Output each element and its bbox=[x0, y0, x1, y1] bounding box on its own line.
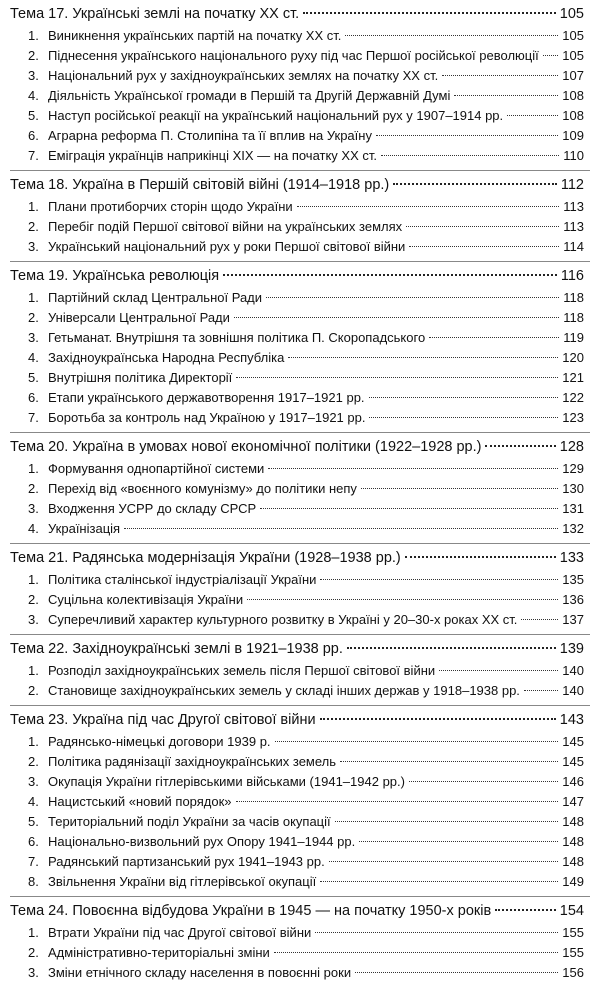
entry-number: 1. bbox=[28, 199, 39, 214]
topic-heading bbox=[0, 173, 600, 197]
topic-title: Тема 19. Українська революція bbox=[10, 268, 220, 284]
dot-leader bbox=[495, 909, 556, 911]
topic-section bbox=[0, 637, 600, 706]
section-divider bbox=[10, 261, 590, 262]
topic-heading bbox=[0, 546, 600, 570]
entry-title: Піднесення українського національного руху під час Першої російської революції bbox=[48, 48, 539, 63]
toc-entry bbox=[0, 570, 600, 590]
toc-entry bbox=[0, 66, 600, 86]
entry-number: 1. bbox=[28, 734, 39, 749]
toc-entry bbox=[0, 197, 600, 217]
entry-title: Виникнення українських партій на початку ХХ ст. bbox=[48, 28, 342, 43]
entry-title: Наступ російської реакції на український національний рух у 1907–1914 рр. bbox=[48, 108, 504, 123]
entry-title: Український національний рух у роки Першої світової війни bbox=[48, 239, 406, 254]
entry-title: Нацистський «новий порядок» bbox=[48, 794, 232, 809]
toc-entry bbox=[0, 590, 600, 610]
dot-leader bbox=[347, 647, 556, 649]
entry-number: 2. bbox=[28, 754, 39, 769]
entry-number: 2. bbox=[28, 592, 39, 607]
toc-entry bbox=[0, 732, 600, 752]
section-divider bbox=[10, 634, 590, 635]
dot-leader bbox=[485, 445, 555, 447]
toc-entry bbox=[0, 408, 600, 428]
topic-items bbox=[0, 26, 600, 166]
topic-heading bbox=[0, 637, 600, 661]
dot-leader bbox=[429, 337, 559, 338]
topic-items bbox=[0, 570, 600, 630]
entry-number: 4. bbox=[28, 88, 39, 103]
topic-heading bbox=[0, 899, 600, 923]
entry-number: 4. bbox=[28, 350, 39, 365]
section-divider bbox=[10, 896, 590, 897]
entry-title: Адміністративно-територіальні зміни bbox=[48, 945, 270, 960]
dot-leader bbox=[355, 972, 558, 973]
entry-page-number: 109 bbox=[562, 128, 584, 143]
toc-entry bbox=[0, 388, 600, 408]
section-divider bbox=[10, 543, 590, 544]
entry-page-number: 118 bbox=[563, 290, 584, 305]
entry-number: 3. bbox=[28, 965, 39, 980]
entry-title: Політика радянізації західноукраїнських земель bbox=[48, 754, 337, 769]
dot-leader bbox=[521, 619, 558, 620]
dot-leader bbox=[507, 115, 558, 116]
entry-title: Формування однопартійної системи bbox=[48, 461, 265, 476]
entry-title: Політика сталінської індустріалізації України bbox=[48, 572, 317, 587]
dot-leader bbox=[234, 317, 559, 318]
entry-number: 3. bbox=[28, 68, 39, 83]
entry-number: 1. bbox=[28, 572, 39, 587]
entry-page-number: 148 bbox=[562, 854, 584, 869]
dot-leader bbox=[236, 377, 558, 378]
topic-page-number: 116 bbox=[560, 268, 584, 284]
dot-leader bbox=[320, 881, 558, 882]
dot-leader bbox=[340, 761, 558, 762]
topic-heading bbox=[0, 435, 600, 459]
dot-leader bbox=[320, 718, 556, 720]
toc-entry bbox=[0, 661, 600, 681]
toc-entry bbox=[0, 519, 600, 539]
entry-page-number: 129 bbox=[562, 461, 584, 476]
topic-page-number: 105 bbox=[559, 6, 584, 22]
dot-leader bbox=[297, 206, 560, 207]
entry-title: Суцільна колективізація України bbox=[48, 592, 244, 607]
entry-page-number: 105 bbox=[562, 48, 584, 63]
dot-leader bbox=[275, 741, 559, 742]
toc-entry bbox=[0, 26, 600, 46]
entry-number: 2. bbox=[28, 310, 39, 325]
entry-title: Звільнення України від гітлерівської окупації bbox=[48, 874, 317, 889]
entry-title: Діяльність Української громади в Першій та Другій Державній Думі bbox=[48, 88, 451, 103]
topic-section bbox=[0, 264, 600, 433]
entry-page-number: 145 bbox=[562, 754, 584, 769]
toc-entry bbox=[0, 86, 600, 106]
entry-title: Західноукраїнська Народна Республіка bbox=[48, 350, 285, 365]
dot-leader bbox=[409, 781, 558, 782]
entry-number: 6. bbox=[28, 834, 39, 849]
entry-page-number: 140 bbox=[562, 663, 584, 678]
entry-title: Плани протиборчих сторін щодо України bbox=[48, 199, 293, 214]
entry-title: Зміни етнічного складу населення в повоєнні роки bbox=[48, 965, 352, 980]
toc-entry bbox=[0, 852, 600, 872]
dot-leader bbox=[124, 528, 558, 529]
entry-title: Національний рух у західноукраїнських землях на початку ХХ ст. bbox=[48, 68, 439, 83]
entry-number: 1. bbox=[28, 925, 39, 940]
entry-title: Входження УСРР до складу СРСР bbox=[48, 501, 257, 516]
entry-number: 2. bbox=[28, 945, 39, 960]
entry-title: Аграрна реформа П. Столипіна та її вплив на Україну bbox=[48, 128, 372, 143]
entry-page-number: 122 bbox=[562, 390, 584, 405]
dot-leader bbox=[524, 690, 558, 691]
entry-title: Втрати України під час Другої світової війни bbox=[48, 925, 312, 940]
entry-title: Територіальний поділ України за часів окупації bbox=[48, 814, 331, 829]
entry-title: Становище західноукраїнських земель у складі інших держав у 1918–1938 рр. bbox=[48, 683, 520, 698]
entry-title: Розподіл західноукраїнських земель після Першої світової війни bbox=[48, 663, 436, 678]
entry-page-number: 105 bbox=[562, 28, 584, 43]
entry-title: Окупація України гітлерівськими військами (1941–1942 рр.) bbox=[48, 774, 405, 789]
topic-section bbox=[0, 435, 600, 544]
entry-number: 5. bbox=[28, 370, 39, 385]
dot-leader bbox=[329, 861, 559, 862]
entry-number: 7. bbox=[28, 148, 39, 163]
dot-leader bbox=[260, 508, 558, 509]
toc-entry bbox=[0, 459, 600, 479]
dot-leader bbox=[320, 579, 558, 580]
entry-page-number: 145 bbox=[562, 734, 584, 749]
entry-number: 7. bbox=[28, 410, 39, 425]
dot-leader bbox=[335, 821, 559, 822]
dot-leader bbox=[223, 274, 557, 276]
entry-number: 3. bbox=[28, 612, 39, 627]
entry-title: Боротьба за контроль над Україною у 1917–1921 рр. bbox=[48, 410, 366, 425]
entry-page-number: 113 bbox=[563, 199, 584, 214]
topic-section bbox=[0, 546, 600, 635]
entry-page-number: 140 bbox=[562, 683, 584, 698]
topic-section bbox=[0, 708, 600, 897]
entry-number: 8. bbox=[28, 874, 39, 889]
topic-page-number: 154 bbox=[559, 903, 584, 919]
entry-number: 6. bbox=[28, 390, 39, 405]
entry-title: Суперечливий характер культурного розвитку в Україні у 20–30-х роках ХХ ст. bbox=[48, 612, 518, 627]
topic-page-number: 133 bbox=[559, 550, 584, 566]
section-divider bbox=[10, 170, 590, 171]
toc-entry bbox=[0, 872, 600, 892]
entry-title: Радянський партизанський рух 1941–1943 рр. bbox=[48, 854, 325, 869]
toc-entry bbox=[0, 146, 600, 166]
entry-page-number: 147 bbox=[562, 794, 584, 809]
topic-section bbox=[0, 173, 600, 262]
entry-number: 1. bbox=[28, 290, 39, 305]
dot-leader bbox=[236, 801, 559, 802]
toc-entry bbox=[0, 752, 600, 772]
toc-entry bbox=[0, 923, 600, 943]
toc-entry bbox=[0, 217, 600, 237]
entry-number: 4. bbox=[28, 794, 39, 809]
entry-title: Перехід від «воєнного комунізму» до політики непу bbox=[48, 481, 357, 496]
toc-entry bbox=[0, 610, 600, 630]
toc-entry bbox=[0, 348, 600, 368]
topic-title: Тема 18. Україна в Першій світовій війні (1914–1918 рр.) bbox=[10, 177, 390, 193]
dot-leader bbox=[247, 599, 558, 600]
dot-leader bbox=[381, 155, 559, 156]
entry-number: 5. bbox=[28, 814, 39, 829]
entry-page-number: 108 bbox=[562, 108, 584, 123]
toc-entry bbox=[0, 943, 600, 963]
dot-leader bbox=[409, 246, 559, 247]
dot-leader bbox=[376, 135, 558, 136]
topic-title: Тема 23. Україна під час Другої світової війни bbox=[10, 712, 316, 728]
entry-number: 1. bbox=[28, 461, 39, 476]
topic-title: Тема 21. Радянська модернізація України (1928–1938 рр.) bbox=[10, 550, 401, 566]
entry-number: 3. bbox=[28, 774, 39, 789]
entry-number: 2. bbox=[28, 219, 39, 234]
topic-heading bbox=[0, 708, 600, 732]
entry-page-number: 155 bbox=[562, 945, 584, 960]
entry-number: 4. bbox=[28, 521, 39, 536]
entry-page-number: 131 bbox=[562, 501, 584, 516]
toc-entry bbox=[0, 237, 600, 257]
toc-entry bbox=[0, 772, 600, 792]
topic-items bbox=[0, 197, 600, 257]
entry-page-number: 110 bbox=[563, 148, 584, 163]
entry-number: 7. bbox=[28, 854, 39, 869]
section-divider bbox=[10, 432, 590, 433]
entry-number: 2. bbox=[28, 683, 39, 698]
entry-title: Українізація bbox=[48, 521, 121, 536]
toc-entry bbox=[0, 479, 600, 499]
entry-page-number: 146 bbox=[562, 774, 584, 789]
dot-leader bbox=[345, 35, 558, 36]
dot-leader bbox=[361, 488, 558, 489]
dot-leader bbox=[268, 468, 558, 469]
topic-section bbox=[0, 899, 600, 983]
dot-leader bbox=[393, 183, 557, 185]
entry-page-number: 135 bbox=[562, 572, 584, 587]
toc-entry bbox=[0, 499, 600, 519]
toc-entry bbox=[0, 328, 600, 348]
entry-page-number: 119 bbox=[563, 330, 584, 345]
entry-number: 6. bbox=[28, 128, 39, 143]
entry-page-number: 137 bbox=[562, 612, 584, 627]
topic-title: Тема 17. Українські землі на початку ХХ ст. bbox=[10, 6, 300, 22]
topic-page-number: 128 bbox=[559, 439, 584, 455]
dot-leader bbox=[288, 357, 558, 358]
topic-page-number: 112 bbox=[560, 177, 584, 193]
dot-leader bbox=[454, 95, 558, 96]
topic-heading bbox=[0, 264, 600, 288]
topic-items bbox=[0, 923, 600, 983]
toc-entry bbox=[0, 308, 600, 328]
entry-number: 1. bbox=[28, 663, 39, 678]
dot-leader bbox=[303, 12, 556, 14]
dot-leader bbox=[543, 55, 559, 56]
topic-items bbox=[0, 459, 600, 539]
toc-entry bbox=[0, 792, 600, 812]
entry-page-number: 130 bbox=[562, 481, 584, 496]
dot-leader bbox=[274, 952, 558, 953]
entry-page-number: 120 bbox=[562, 350, 584, 365]
entry-page-number: 148 bbox=[562, 834, 584, 849]
topic-title: Тема 22. Західноукраїнські землі в 1921–1938 рр. bbox=[10, 641, 343, 657]
toc-entry bbox=[0, 681, 600, 701]
entry-title: Радянсько-німецькі договори 1939 р. bbox=[48, 734, 271, 749]
dot-leader bbox=[359, 841, 558, 842]
toc-entry bbox=[0, 812, 600, 832]
dot-leader bbox=[439, 670, 558, 671]
entry-number: 5. bbox=[28, 108, 39, 123]
dot-leader bbox=[406, 226, 559, 227]
toc-entry bbox=[0, 288, 600, 308]
entry-number: 1. bbox=[28, 28, 39, 43]
entry-page-number: 113 bbox=[563, 219, 584, 234]
entry-page-number: 148 bbox=[562, 814, 584, 829]
topic-items bbox=[0, 732, 600, 892]
toc-entry bbox=[0, 46, 600, 66]
entry-title: Національно-визвольний рух Опору 1941–1944 рр. bbox=[48, 834, 356, 849]
entry-title: Гетьманат. Внутрішня та зовнішня політика П. Скоропадського bbox=[48, 330, 426, 345]
dot-leader bbox=[405, 556, 556, 558]
dot-leader bbox=[315, 932, 558, 933]
topic-section bbox=[0, 2, 600, 171]
topic-items bbox=[0, 661, 600, 701]
entry-page-number: 123 bbox=[562, 410, 584, 425]
topic-page-number: 143 bbox=[559, 712, 584, 728]
toc-entry bbox=[0, 368, 600, 388]
entry-page-number: 156 bbox=[562, 965, 584, 980]
topic-page-number: 139 bbox=[559, 641, 584, 657]
entry-page-number: 149 bbox=[562, 874, 584, 889]
section-divider bbox=[10, 705, 590, 706]
dot-leader bbox=[369, 397, 559, 398]
topic-title: Тема 20. Україна в умовах нової економічної політики (1922–1928 рр.) bbox=[10, 439, 482, 455]
entry-title: Партійний склад Центральної Ради bbox=[48, 290, 263, 305]
dot-leader bbox=[442, 75, 558, 76]
entry-page-number: 118 bbox=[563, 310, 584, 325]
entry-page-number: 155 bbox=[562, 925, 584, 940]
entry-page-number: 108 bbox=[562, 88, 584, 103]
entry-page-number: 136 bbox=[562, 592, 584, 607]
entry-number: 2. bbox=[28, 481, 39, 496]
entry-page-number: 132 bbox=[562, 521, 584, 536]
topic-items bbox=[0, 288, 600, 428]
entry-title: Внутрішня політика Директорії bbox=[48, 370, 233, 385]
toc-entry bbox=[0, 963, 600, 983]
entry-number: 3. bbox=[28, 239, 39, 254]
entry-page-number: 121 bbox=[562, 370, 584, 385]
entry-page-number: 114 bbox=[563, 239, 584, 254]
entry-page-number: 107 bbox=[562, 68, 584, 83]
entry-number: 2. bbox=[28, 48, 39, 63]
entry-title: Еміграція українців наприкінці ХІХ — на початку ХХ ст. bbox=[48, 148, 377, 163]
entry-number: 3. bbox=[28, 501, 39, 516]
topic-title: Тема 24. Повоєнна відбудова України в 1945 — на початку 1950-х років bbox=[10, 903, 492, 919]
entry-title: Перебіг подій Першої світової війни на українських землях bbox=[48, 219, 403, 234]
entry-number: 3. bbox=[28, 330, 39, 345]
dot-leader bbox=[369, 417, 558, 418]
toc-entry bbox=[0, 106, 600, 126]
entry-title: Універсали Центральної Ради bbox=[48, 310, 230, 325]
toc-entry bbox=[0, 832, 600, 852]
topic-heading bbox=[0, 2, 600, 26]
dot-leader bbox=[266, 297, 559, 298]
entry-title: Етапи українського державотворення 1917–1921 рр. bbox=[48, 390, 365, 405]
toc-entry bbox=[0, 126, 600, 146]
